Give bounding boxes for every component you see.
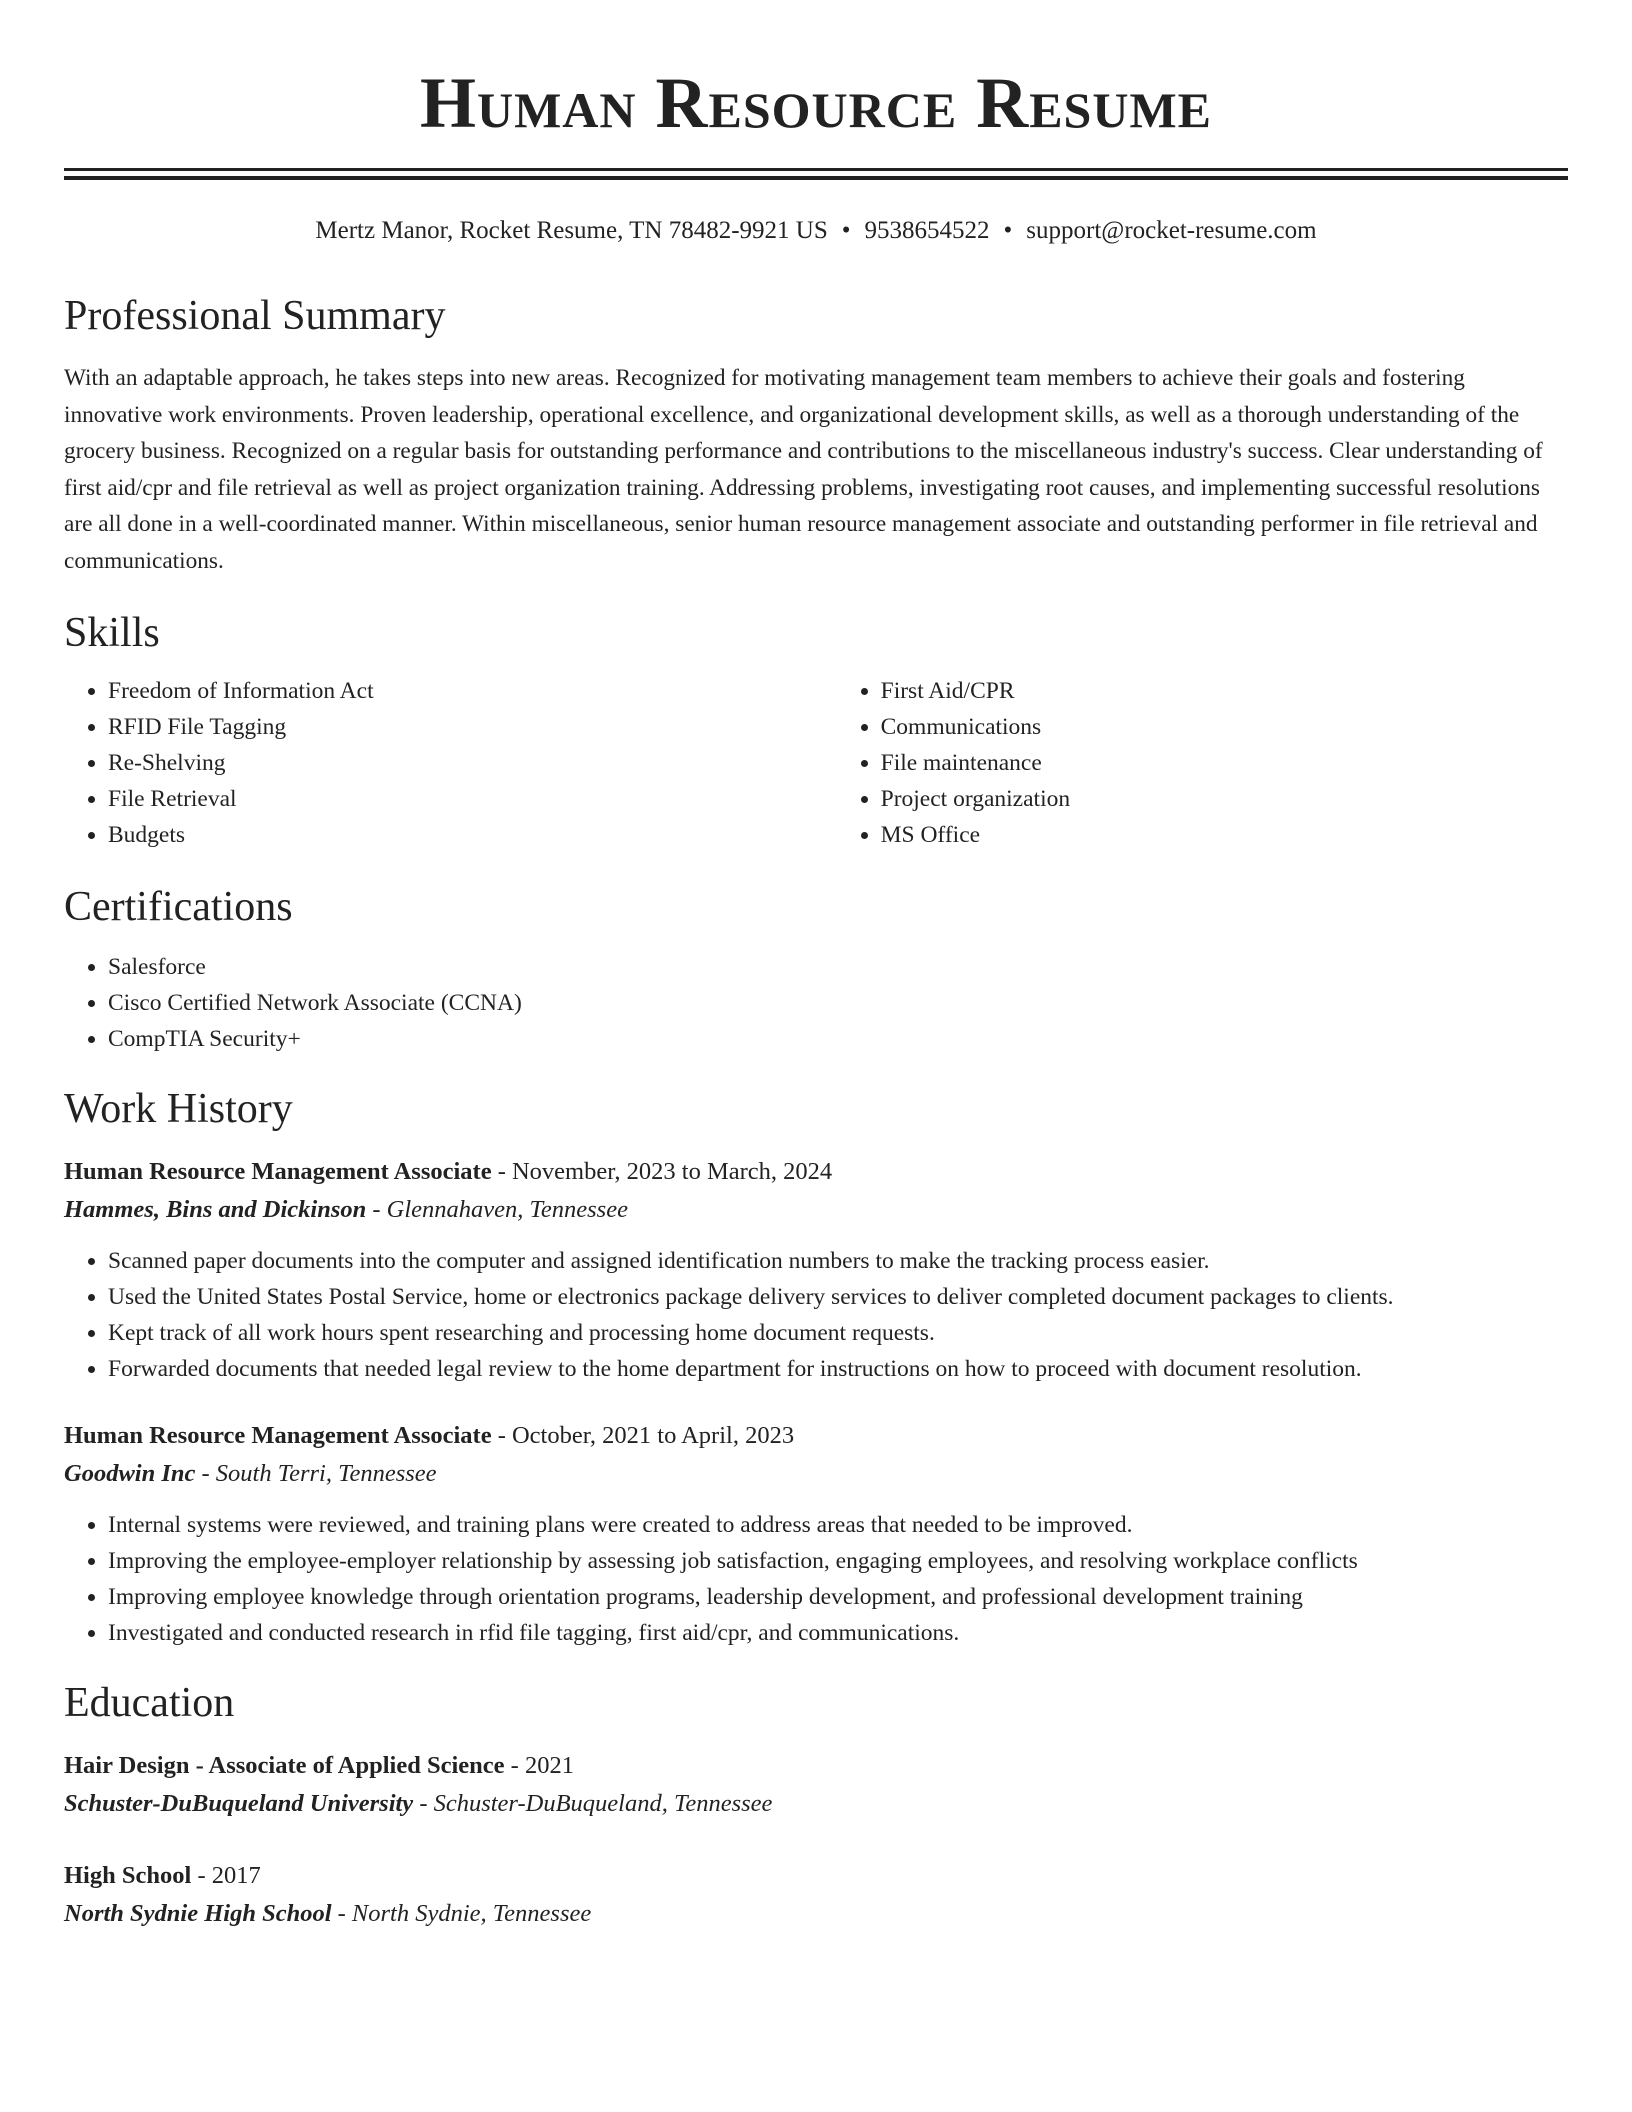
education-year: - 2017 <box>191 1862 261 1889</box>
job-title: Human Resource Management Associate <box>64 1422 492 1449</box>
job-location: - South Terri, Tennessee <box>195 1460 437 1487</box>
contact-phone: 9538654522 <box>864 217 990 244</box>
education-school: North Sydnie High School <box>64 1900 332 1927</box>
job-bullet: • Scanned paper documents into the computer and assigned identification numbers to make the tracking process easier. <box>108 1243 1568 1279</box>
summary-heading: Professional Summary <box>64 293 446 339</box>
job-title: Human Resource Management Associate <box>64 1158 492 1185</box>
job-bullet: • Used the United States Postal Service, home or electronics package delivery services to deliver completed document packages to clients. <box>108 1279 1568 1315</box>
summary-text: With an adaptable approach, he takes steps into new areas. Recognized for motivating management team members to achieve their goals and fostering innovative work environments. Proven leadership, operational excellence, and organizational development skills, as well as a thorough understanding of the grocery business. Recognized on a regular basis for outstanding performance and contributions to the miscellaneous industry's success. Clear understanding of first aid/cpr and file retrieval as well as project organization training. Addressing problems, investigating root causes, and implementing successful resolutions are all done in a well-coordinated manner. Within miscellaneous, senior human resource management associate and outstanding performer in file retrieval and communications. <box>64 365 1543 574</box>
education-location: - North Sydnie, Tennessee <box>331 1900 592 1927</box>
job-entry <box>64 1153 1568 1387</box>
skill-item: • Project organization <box>881 781 1568 817</box>
skill-item: • RFID File Tagging <box>108 709 837 745</box>
job-bullet: • Investigated and conducted research in rfid file tagging, first aid/cpr, and communications. <box>108 1615 1568 1651</box>
skill-item: • Freedom of Information Act <box>108 673 837 709</box>
job-company-line <box>64 1191 1568 1228</box>
job-bullet: • Forwarded documents that needed legal review to the home department for instructions on how to proceed with document resolution. <box>108 1351 1568 1387</box>
skill-item: • File maintenance <box>881 745 1568 781</box>
skills-column-left <box>64 673 837 853</box>
job-title-line <box>64 1417 1568 1454</box>
skill-item: • Budgets <box>108 817 837 853</box>
skills-list <box>64 673 1568 853</box>
skill-item: • Communications <box>881 709 1568 745</box>
job-bullets <box>64 1507 1568 1651</box>
contact-separator: • <box>1003 217 1013 244</box>
job-title-line <box>64 1153 1568 1190</box>
education-entry <box>64 1857 1568 1932</box>
education-degree-line <box>64 1747 1568 1784</box>
certifications-list <box>64 949 1568 1057</box>
education-location: - Schuster-DuBuqueland, Tennessee <box>413 1790 773 1817</box>
education-heading: Education <box>64 1680 235 1726</box>
skills-column-right <box>837 673 1568 853</box>
job-dates: - October, 2021 to April, 2023 <box>491 1422 795 1449</box>
job-company: Goodwin Inc <box>64 1460 196 1487</box>
job-dates: - November, 2023 to March, 2024 <box>491 1158 833 1185</box>
education-degree: Hair Design - Associate of Applied Science <box>64 1752 505 1779</box>
job-entry <box>64 1417 1568 1651</box>
contact-address: Mertz Manor, Rocket Resume, TN 78482-9921 US <box>315 217 828 244</box>
job-company-line <box>64 1455 1568 1492</box>
contact-separator: • <box>841 217 851 244</box>
education-entry <box>64 1747 1568 1822</box>
contact-email: support@rocket-resume.com <box>1026 217 1317 244</box>
certifications-heading: Certifications <box>64 884 293 930</box>
resume-title: Human Resource Resume <box>419 63 1213 143</box>
job-bullets <box>64 1243 1568 1387</box>
certification-item: • CompTIA Security+ <box>108 1021 1568 1057</box>
certification-item: • Salesforce <box>108 949 1568 985</box>
skill-item: • Re-Shelving <box>108 745 837 781</box>
education-school: Schuster-DuBuqueland University <box>64 1790 414 1817</box>
work-history-heading: Work History <box>64 1086 293 1132</box>
title-divider <box>64 168 1568 180</box>
skill-item: • MS Office <box>881 817 1568 853</box>
skill-item: • First Aid/CPR <box>881 673 1568 709</box>
job-bullet: • Improving employee knowledge through orientation programs, leadership development, and professional development training <box>108 1579 1568 1615</box>
education-degree-line <box>64 1857 1568 1894</box>
job-bullet: • Kept track of all work hours spent researching and processing home document requests. <box>108 1315 1568 1351</box>
job-location: - Glennahaven, Tennessee <box>366 1196 628 1223</box>
skills-heading: Skills <box>64 610 160 656</box>
education-school-line <box>64 1785 1568 1822</box>
job-bullet: • Improving the employee-employer relationship by assessing job satisfaction, engaging employees, and resolving workplace conflicts <box>108 1543 1568 1579</box>
skill-item: • File Retrieval <box>108 781 837 817</box>
certification-item: • Cisco Certified Network Associate (CCNA) <box>108 985 1568 1021</box>
education-school-line <box>64 1895 1568 1932</box>
education-year: - 2021 <box>504 1752 574 1779</box>
job-bullet: • Internal systems were reviewed, and training plans were created to address areas that needed to be improved. <box>108 1507 1568 1543</box>
job-company: Hammes, Bins and Dickinson <box>64 1196 367 1223</box>
education-degree: High School <box>64 1862 192 1889</box>
contact-line <box>64 214 1568 248</box>
